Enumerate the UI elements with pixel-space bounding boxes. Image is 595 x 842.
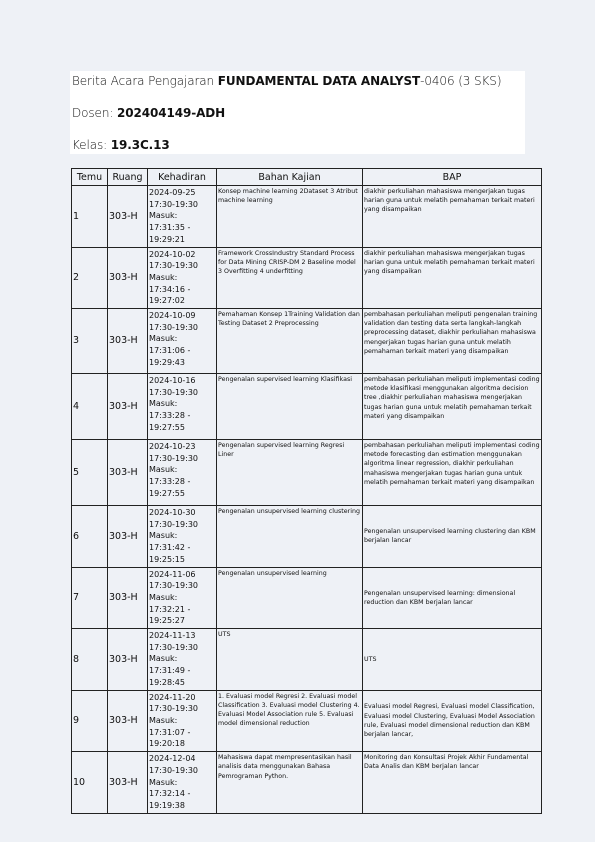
col-ruang: Ruang — [108, 169, 148, 186]
document-header — [70, 71, 525, 154]
bahan-kajian-cell: UTS — [217, 629, 363, 691]
kehadiran-masuk: Masuk: 17:31:49 - 19:28:45 — [149, 654, 191, 687]
dosen-value: 202404149-ADH — [116, 106, 226, 120]
dosen-label: Dosen: — [72, 106, 117, 120]
kehadiran-tanggal: 2024-11-06 — [149, 569, 196, 579]
kehadiran-cell — [148, 374, 217, 440]
temu-cell: 3 — [72, 309, 108, 374]
col-kehadiran: Kehadiran — [148, 169, 217, 186]
bahan-kajian-cell: Pengenalan supervised learning Regresi Liner — [217, 440, 363, 506]
kehadiran-jam: 17:30-19:30 — [149, 581, 198, 591]
kehadiran-cell — [148, 567, 217, 629]
temu-cell: 6 — [72, 506, 108, 568]
kehadiran-masuk: Masuk: 17:32:21 - 19:25:27 — [149, 592, 191, 626]
kehadiran-cell — [148, 309, 217, 374]
kehadiran-masuk: Masuk: 17:31:06 - 19:29:43 — [149, 334, 191, 367]
table-header-row — [72, 169, 542, 186]
col-bahan-kajian: Bahan Kajian — [217, 169, 363, 186]
temu-cell: 9 — [72, 690, 108, 752]
kehadiran-jam: 17:30-19:30 — [149, 387, 198, 397]
kehadiran-jam: 17:30-19:30 — [149, 704, 198, 714]
bahan-kajian-cell: Framework CrossIndustry Standard Process for Data Mining CRISP-DM 2 Baseline model 3 Overfitting 4 underfitting — [217, 247, 363, 309]
kehadiran-cell — [148, 440, 217, 506]
temu-cell: 10 — [72, 752, 108, 814]
temu-cell: 8 — [72, 629, 108, 691]
kehadiran-jam: 17:30-19:30 — [149, 199, 198, 209]
kehadiran-masuk: Masuk: 17:33:28 - 19:27:55 — [149, 399, 191, 432]
bap-cell: Pengenalan unsupervised learning clustering dan KBM berjalan lancar — [363, 506, 542, 568]
kehadiran-tanggal: 2024-10-23 — [149, 442, 196, 452]
table-row — [72, 629, 542, 691]
kelas-label: Kelas: — [72, 138, 111, 152]
kehadiran-masuk: Masuk: 17:31:07 - 19:20:18 — [149, 715, 191, 749]
col-bap: BAP — [363, 169, 542, 186]
ruang-cell: 303-H — [108, 567, 148, 629]
kehadiran-masuk: Masuk: 17:31:42 - 19:25:15 — [149, 531, 191, 564]
ruang-cell: 303-H — [108, 309, 148, 374]
kehadiran-jam: 17:30-19:30 — [149, 453, 198, 463]
course-suffix: -0406 (3 SKS) — [420, 74, 502, 88]
course-name: FUNDAMENTAL DATA ANALYST — [217, 74, 421, 88]
bahan-kajian-cell: Pengenalan supervised learning Klasifikasi — [217, 374, 363, 440]
kehadiran-masuk: Masuk: 17:34:16 - 19:27:02 — [149, 272, 191, 306]
kehadiran-cell — [148, 690, 217, 752]
ruang-cell: 303-H — [108, 629, 148, 691]
table-row — [72, 752, 542, 814]
kehadiran-tanggal: 2024-10-09 — [149, 311, 196, 321]
bahan-kajian-cell: 1. Evaluasi model Regresi 2. Evaluasi model Classification 3. Evaluasi model Clustering 4. Evaluasi Model Association rule 5. Evaluasi model dimensional reduction — [217, 690, 363, 752]
bap-cell: pembahasan perkuliahan meliputi pengenalan training validation dan testing data serta langkah-langkah preprocessing dataset, diakhir perkuliahan mahasiswa mengerjakan tugas harian guna untuk melatih pemahaman terkait materi yang disampaikan — [363, 309, 542, 374]
table-row — [72, 186, 542, 248]
bahan-kajian-cell: Mahasiswa dapat mempresentasikan hasil analisis data menggunakan Bahasa Pemrograman Python. — [217, 752, 363, 814]
kelas-line — [72, 138, 170, 152]
kehadiran-jam: 17:30-19:30 — [149, 261, 198, 271]
kehadiran-masuk: Masuk: 17:32:14 - 19:19:38 — [149, 777, 191, 810]
kehadiran-tanggal: 2024-10-02 — [149, 249, 196, 259]
attendance-table — [71, 168, 542, 814]
bahan-kajian-cell: Pengenalan unsupervised learning clustering — [217, 506, 363, 568]
kehadiran-jam: 17:30-19:30 — [149, 322, 198, 332]
bap-cell: diakhir perkuliahan mahasiswa mengerjakan tugas harian guna untuk melatih pemahaman terkait materi yang disampaikan — [363, 247, 542, 309]
bap-cell: pembahasan perkuliahan meliputi implementasi coding metode forecasting dan estimation menggunakan algoritma linear regression, diakhir perkuliahan mahasiswa mengerjakan tugas harian guna untuk melatih pemahaman terkait materi yang disampaikan — [363, 440, 542, 506]
kelas-value: 19.3C.13 — [110, 138, 170, 152]
kehadiran-tanggal: 2024-11-20 — [149, 692, 196, 702]
kehadiran-tanggal: 2024-09-25 — [149, 188, 196, 197]
kehadiran-tanggal: 2024-10-16 — [149, 376, 196, 386]
bap-cell: Evaluasi model Regresi, Evaluasi model Classification, Evaluasi model Clustering, Evaluasi Model Association rule, Evaluasi model dimensional reduction dan KBM berjalan lancar, — [363, 690, 542, 752]
ruang-cell: 303-H — [108, 374, 148, 440]
bap-cell: UTS — [363, 629, 542, 691]
kehadiran-tanggal: 2024-10-30 — [149, 508, 196, 518]
ruang-cell: 303-H — [108, 506, 148, 568]
kehadiran-tanggal: 2024-12-04 — [149, 754, 196, 764]
bahan-kajian-cell: Pengenalan unsupervised learning — [217, 567, 363, 629]
kehadiran-jam: 17:30-19:30 — [149, 519, 198, 529]
ruang-cell: 303-H — [108, 247, 148, 309]
bahan-kajian-cell: Pemahaman Konsep 1Training Validation dan Testing Dataset 2 Preprocessing — [217, 309, 363, 374]
kehadiran-cell — [148, 186, 217, 248]
bahan-kajian-cell: Konsep machine learning 2Dataset 3 Atribut machine learning — [217, 186, 363, 248]
bap-cell: pembahasan perkuliahan meliputi implementasi coding metode klasifikasi menggunakan algoritma decision tree ,diakhir perkuliahan mahasiswa mengerjakan tugas harian guna untuk melatih pemahaman terkait materi yang disampaikan — [363, 374, 542, 440]
title-prefix: Berita Acara Pengajaran — [72, 74, 218, 88]
kehadiran-masuk: Masuk: 17:33:28 - 19:27:55 — [149, 465, 191, 498]
table-row — [72, 309, 542, 374]
col-temu: Temu — [72, 169, 108, 186]
ruang-cell: 303-H — [108, 186, 148, 248]
table-row — [72, 374, 542, 440]
temu-cell: 1 — [72, 186, 108, 248]
ruang-cell: 303-H — [108, 440, 148, 506]
kehadiran-tanggal: 2024-11-13 — [149, 631, 196, 641]
temu-cell: 4 — [72, 374, 108, 440]
kehadiran-cell — [148, 247, 217, 309]
temu-cell: 2 — [72, 247, 108, 309]
table-row — [72, 690, 542, 752]
bap-cell: diakhir perkuliahan mahasiswa mengerjakan tugas harian guna untuk melatih pemahaman terkait materi yang disampaikan — [363, 186, 542, 248]
temu-cell: 7 — [72, 567, 108, 629]
table-row — [72, 567, 542, 629]
dosen-line — [72, 106, 225, 120]
temu-cell: 5 — [72, 440, 108, 506]
kehadiran-masuk: Masuk: 17:31:35 - 19:29:21 — [149, 211, 191, 244]
bap-cell: Pengenalan unsupervised learning: dimensional reduction dan KBM berjalan lancar — [363, 567, 542, 629]
ruang-cell: 303-H — [108, 690, 148, 752]
kehadiran-cell — [148, 629, 217, 691]
table-row — [72, 506, 542, 568]
table-row — [72, 440, 542, 506]
ruang-cell: 303-H — [108, 752, 148, 814]
bap-cell: Monitoring dan Konsultasi Projek Akhir Fundamental Data Analis dan KBM berjalan lancar — [363, 752, 542, 814]
kehadiran-cell — [148, 752, 217, 814]
kehadiran-jam: 17:30-19:30 — [149, 765, 198, 775]
course-title-line — [72, 74, 501, 88]
kehadiran-jam: 17:30-19:30 — [149, 642, 198, 652]
table-row — [72, 247, 542, 309]
kehadiran-cell — [148, 506, 217, 568]
